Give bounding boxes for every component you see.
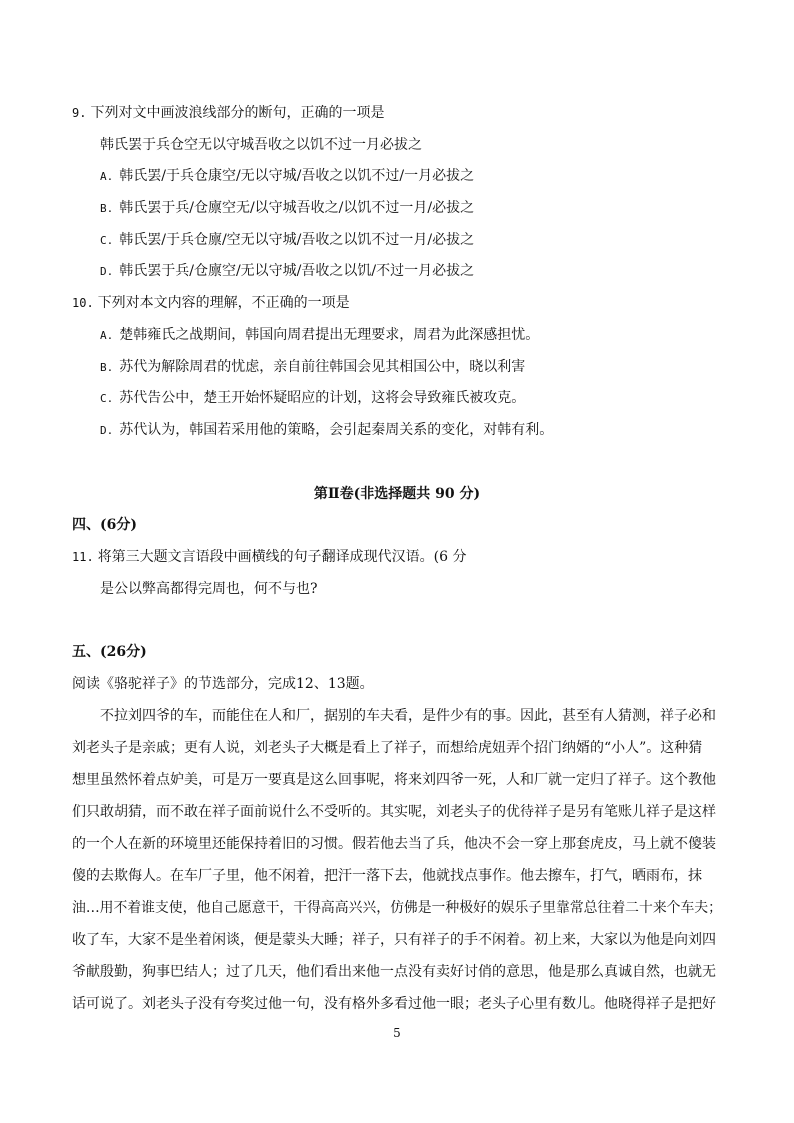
question-9-stem: 9. 下列对文中画波浪线部分的断句，正确的一项是: [72, 105, 385, 121]
section-5-intro: 阅读《骆驼祥子》的节选部分，完成12、13题。: [72, 676, 374, 692]
question-10-option-a: A. 楚韩雍氏之战期间，韩国向周君提出无理要求，周君为此深感担忧。: [100, 327, 540, 343]
passage-line: 的一个人在新的环境里还能保持着旧的习惯。假若他去当了兵，他决不会一穿上那套虎皮，马上就不傻装: [72, 836, 716, 852]
question-11-number: 11.: [72, 550, 94, 564]
question-10-option-d: D. 苏代认为，韩国若采用他的策略，会引起秦周关系的变化，对韩有利。: [100, 422, 554, 438]
passage-line: 不拉刘四爷的车，而能住在人和厂，据别的车夫看，是件少有的事。因此，甚至有人猜测，祥子必和: [100, 708, 716, 724]
question-11-stem: 11. 将第三大题文言语段中画横线的句子翻译成现代汉语。(6 分: [72, 549, 467, 565]
question-10-option-b: B. 苏代为解除周君的忧虑，亲自前往韩国会见其相国公中，晓以利害: [100, 359, 526, 375]
question-10-option-c: C. 苏代告公中，楚王开始怀疑昭应的计划，这将会导致雍氏被攻克。: [100, 390, 526, 406]
passage-line: 话可说了。刘老头子没有夸奖过他一句，没有格外多看过他一眼；老头子心里有数儿。他晓得祥子是把好: [72, 996, 716, 1012]
passage-line: 们只敢胡猜，而不敢在祥子面前说什么不受听的。其实呢，刘老头子的优待祥子是另有笔账儿祥子是这样: [72, 804, 716, 820]
section-4-heading: 四、(6分): [72, 517, 137, 533]
question-9-sentence: 韩氏罢于兵仓空无以守城吾收之以饥不过一月必拔之: [100, 137, 422, 153]
question-11-sentence: 是公以弊高都得完周也，何不与也?: [100, 581, 318, 597]
passage-line: 刘老头子是亲戚；更有人说，刘老头子大概是看上了祥子，而想给虎妞弄个招门纳婿的“小人”。这种猜: [72, 740, 703, 756]
passage-line: 傻的去欺侮人。在车厂子里，他不闲着，把汗一落下去，他就找点事作。他去擦车，打气，晒雨布，抹: [72, 868, 702, 884]
question-9-option-c: C. 韩氏罢/于兵仓廪/空无以守城/吾收之以饥不过一月/必拔之: [100, 232, 475, 248]
question-10-stem: 10. 下列对本文内容的理解，不正确的一项是: [72, 295, 350, 311]
passage-line: 油…用不着谁支使，他自己愿意干，干得高高兴兴，仿佛是一种极好的娱乐子里靠常总往着二十来个车夫；: [72, 900, 722, 916]
question-9-number: 9.: [72, 106, 87, 120]
volume-title: 第Ⅱ卷(非选择题共 90 分): [313, 486, 481, 502]
section-5-heading: 五、(26分): [72, 644, 147, 660]
passage-line: 想里虽然怀着点妒美，可是万一要真是这么回事呢，将来刘四爷一死，人和厂就一定归了祥子。这个教他: [72, 772, 716, 788]
question-9-option-d: D. 韩氏罢于兵/仓廪空/无以守城/吾收之以饥/不过一月必拔之: [100, 263, 475, 279]
question-10-number: 10.: [72, 296, 94, 310]
question-9-option-b: B. 韩氏罢于兵/仓廪空无/以守城吾收之/以饥不过一月/必拔之: [100, 200, 475, 216]
question-9-option-a: A. 韩氏罢/于兵仓康空/无以守城/吾收之以饥不过/一月必拔之: [100, 168, 475, 184]
passage-line: 爷献殷勤，狗事巴结人；过了几天，他们看出来他一点没有卖好讨俏的意思，他是那么真诚自然，也就无: [72, 964, 716, 980]
passage-line: 收了车，大家不是坐着闲谈，便是蒙头大睡；祥子，只有祥子的手不闲着。初上来，大家以为他是向刘四: [72, 932, 716, 948]
page-number: 5: [393, 1026, 401, 1040]
